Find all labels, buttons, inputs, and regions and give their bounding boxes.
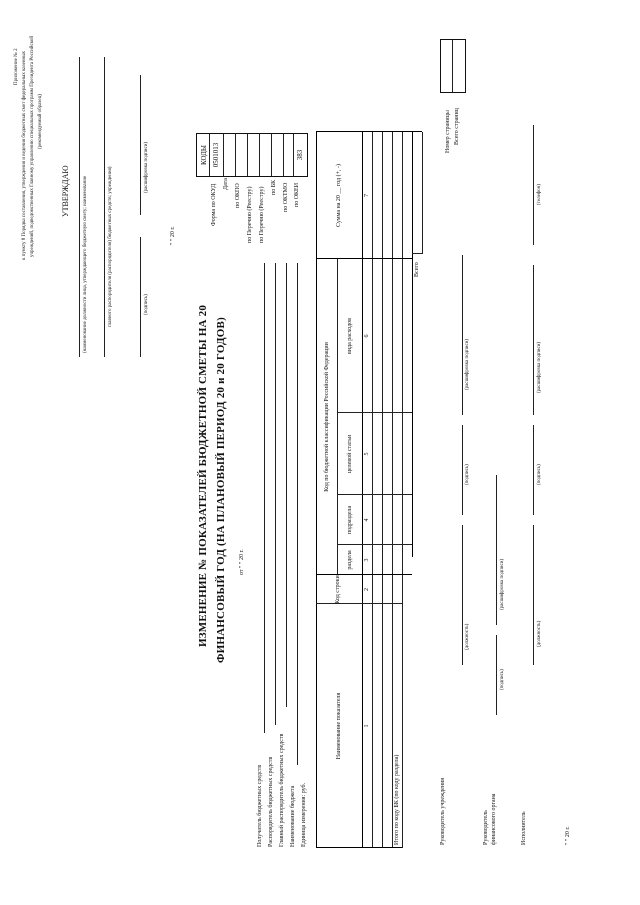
header-code: Код строки (335, 575, 342, 604)
field-recipient-line (264, 263, 265, 733)
header-expense: вида расходов (346, 318, 353, 354)
header-name: Наименование показателя (336, 692, 342, 760)
header-section: раздела (346, 550, 353, 570)
header-article: целевой статьи (346, 434, 353, 474)
approval-decode-line (140, 75, 141, 215)
total-by-bk-label: Итого по коду БК (по коду раздела) (394, 754, 400, 845)
signature-date: " " 20 г. (565, 826, 571, 845)
label-list-1: по Перечню (Реестру) (247, 186, 253, 243)
field-chief: Главный распорядитель бюджетных средств (279, 733, 285, 847)
field-manager-line (275, 263, 276, 725)
header-sum: Сумма на 20 __ год (+, -) (336, 164, 342, 227)
signature-head-position-caption: (должность) (465, 623, 470, 650)
col-number-1: 1 (364, 724, 370, 728)
header-bk: Код по бюджетной классификации Российской Федерации (323, 342, 330, 492)
label-okud: Форма по ОКУД (211, 183, 217, 226)
approval-signature-line (140, 237, 141, 357)
label-okei: по ОКЕИ (294, 182, 300, 207)
approval-position-line (79, 57, 80, 357)
page-total-label: Всего страниц (454, 108, 460, 145)
approval-position-caption: (наименование должности лица, утверждающего бюджетную смету; наименование (83, 175, 88, 353)
label-okpo: по ОКПО (235, 183, 241, 208)
signature-executor-phone-caption: (телефон) (537, 184, 542, 205)
label-bk: по БК (271, 179, 277, 195)
page-number-label: Номер страницы (445, 110, 451, 153)
field-budget-line (297, 263, 298, 765)
approval-date: " " 20 г. (170, 226, 176, 245)
form-title-line-2: ФИНАНСОВЫЙ ГОД (НА ПЛАНОВЫЙ ПЕРИОД 20 и 20 ГОДОВ) (215, 317, 227, 663)
col-number-5: 5 (364, 452, 370, 456)
signature-executor-signature-caption: (подпись) (537, 464, 542, 485)
okud-code: 0501013 (209, 134, 224, 176)
signature-fin-head-1: Руководитель (483, 810, 489, 845)
appendix-line-2: к пункту 8 Порядка составления, утверждения и ведения бюджетных смет федеральных казенных (22, 50, 27, 260)
label-date: Дата (223, 178, 229, 190)
label-list-2: по Перечню (Реестру) (259, 186, 265, 243)
col-number-3: 3 (364, 558, 370, 562)
approval-title: УТВЕРЖДАЮ (61, 165, 70, 217)
signature-fin-decode-caption: (расшифровка подписи) (500, 558, 505, 610)
appendix-line-1: Приложение № 2 (14, 48, 19, 85)
codes-box (196, 133, 308, 177)
appendix-line-4: (рекомендуемый образец) (38, 94, 43, 149)
col-number-2: 2 (364, 588, 370, 591)
signature-fin-signature-caption: (подпись) (500, 669, 505, 690)
codes-header: КОДЫ (200, 144, 208, 166)
approval-org-caption: главного распорядителя (распорядителя) бюджетных средств; учреждения) (108, 166, 113, 327)
signature-head: Руководитель учреждения (440, 777, 446, 845)
signature-executor-decode-caption: (расшифровка подписи) (537, 341, 542, 393)
col-number-6: 6 (364, 334, 370, 338)
grand-total-label: Всего (414, 262, 420, 277)
col-number-4: 4 (364, 518, 370, 522)
field-chief-line (286, 263, 287, 707)
signature-fin-head-2: финансового органа (491, 793, 497, 845)
field-unit: Единица измерения: руб. (301, 782, 307, 847)
field-manager: Распорядитель бюджетных средств (268, 756, 274, 847)
okei-code: 383 (293, 134, 308, 176)
field-recipient: Получатель бюджетных средств (257, 764, 263, 847)
page-count-box (440, 39, 466, 93)
form-title-date: от " " 20 г. (239, 549, 245, 575)
approval-signature-caption: (подпись) (144, 294, 149, 315)
col-number-7: 7 (364, 194, 370, 197)
appendix-line-3: учреждений, подведомственных Главному управлению специальных программ Президента Российской (30, 35, 35, 257)
approval-org-line (104, 57, 105, 357)
signature-executor-position-caption: (должность) (537, 620, 542, 647)
form-title-line-1: ИЗМЕНЕНИЕ № ПОКАЗАТЕЛЕЙ БЮДЖЕТНОЙ СМЕТЫ НА 20 (197, 304, 209, 647)
header-subsection: подраздела (346, 505, 353, 535)
signature-head-signature-caption: (подпись) (465, 464, 470, 485)
approval-decode-caption: (расшифровка подписи) (144, 141, 149, 193)
field-budget: Наименование бюджета (290, 785, 296, 847)
signature-executor: Исполнитель (521, 811, 527, 845)
signature-head-decode-caption: (расшифровка подписи) (465, 338, 470, 390)
label-oktmo: по ОКТМО (283, 182, 289, 212)
